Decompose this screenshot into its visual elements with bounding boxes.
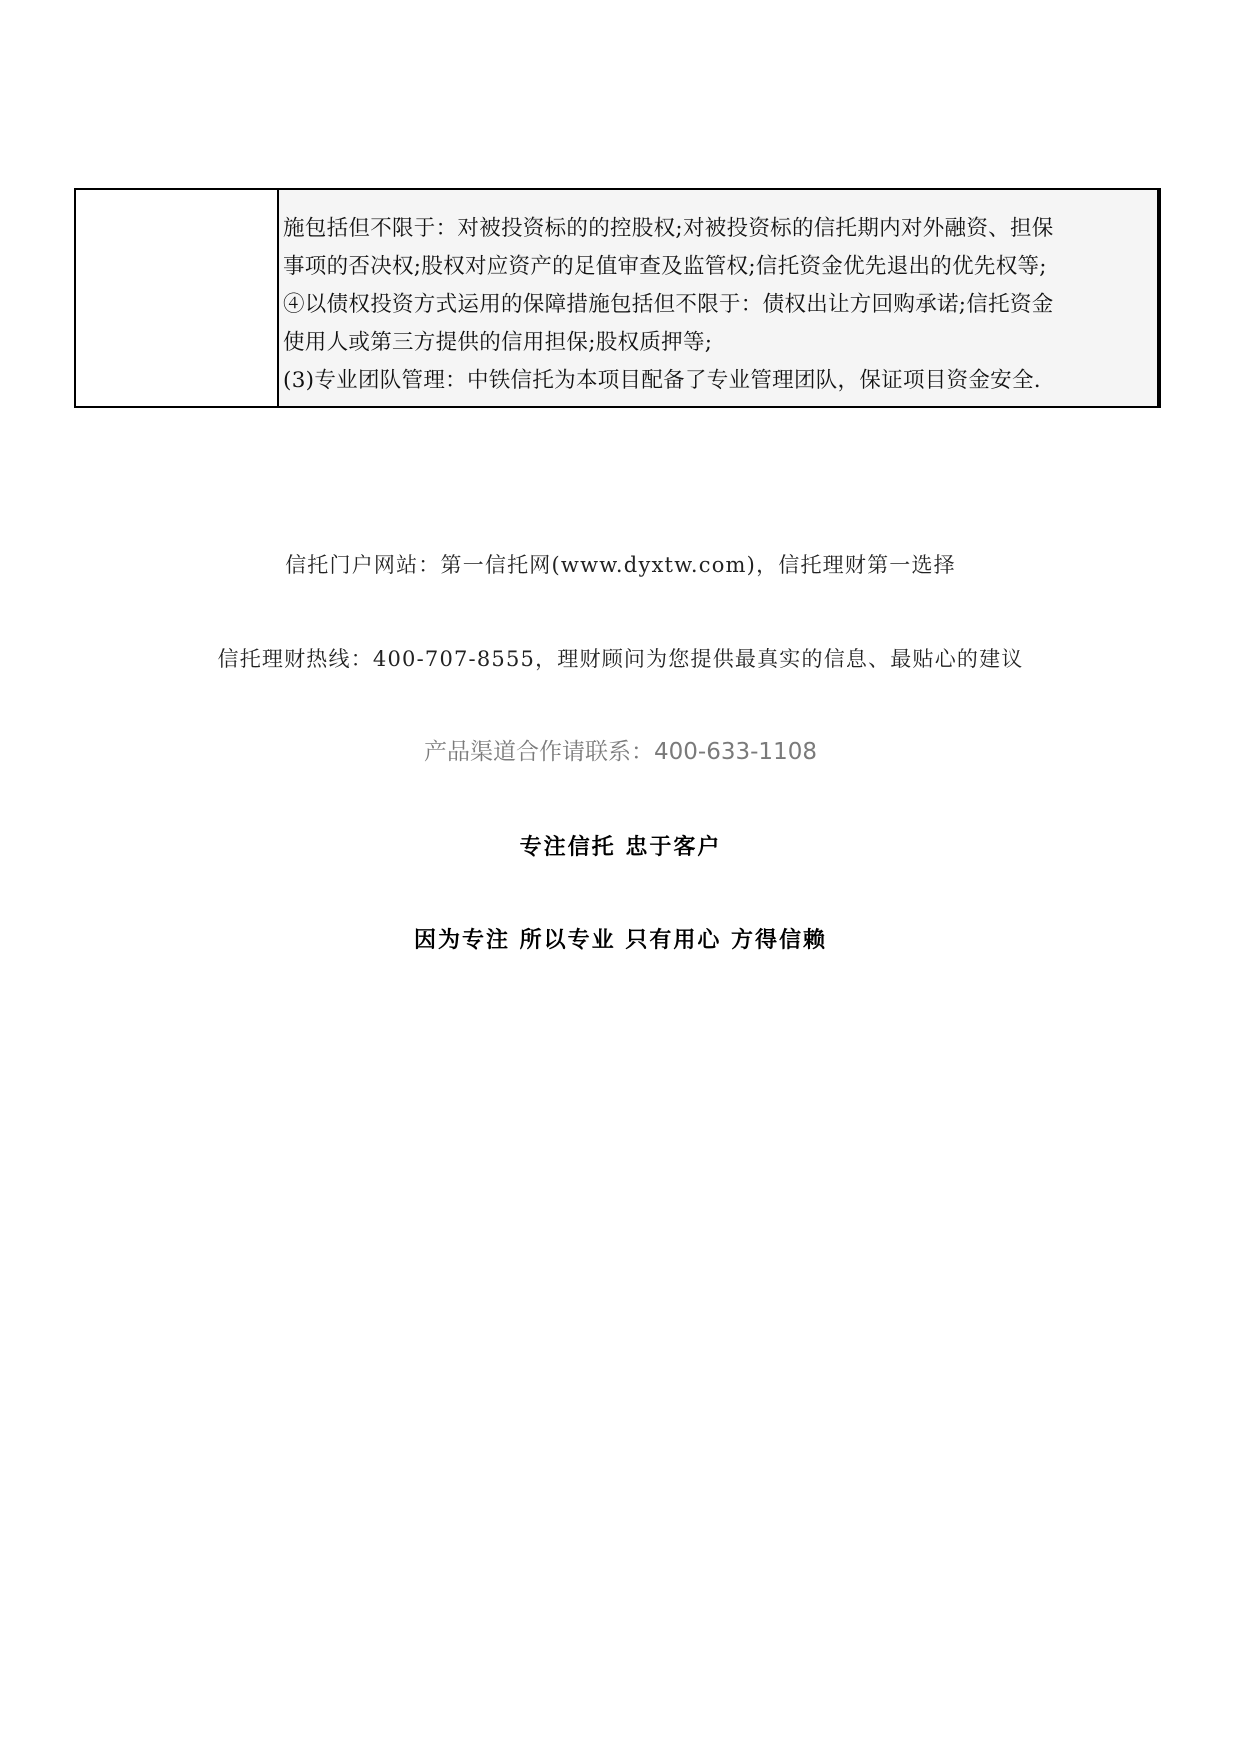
slogan-secondary: 因为专注 所以专业 只有用心 方得信赖 bbox=[414, 927, 827, 953]
table-text-line: ④以债权投资方式运用的保障措施包括但不限于：债权出让方回购承诺;信托资金 bbox=[283, 292, 1054, 317]
table-text-line: 施包括但不限于：对被投资标的的控股权;对被投资标的信托期内对外融资、担保 bbox=[283, 216, 1054, 241]
table-text-line: (3)专业团队管理：中铁信托为本项目配备了专业管理团队，保证项目资金安全. bbox=[283, 368, 1041, 393]
hotline-line: 信托理财热线：400-707-8555，理财顾问为您提供最真实的信息、最贴心的建议 bbox=[217, 647, 1024, 671]
table-text-line: 事项的否决权;股权对应资产的足值审查及监管权;信托资金优先退出的优先权等; bbox=[283, 254, 1047, 279]
channel-contact-line: 产品渠道合作请联系：400-633-1108 bbox=[424, 739, 817, 765]
table-left-cell bbox=[76, 190, 279, 406]
table-text-line: 使用人或第三方提供的信用担保;股权质押等; bbox=[283, 330, 713, 355]
content-table bbox=[74, 188, 1161, 408]
slogan-primary: 专注信托 忠于客户 bbox=[519, 834, 722, 860]
table-right-cell bbox=[279, 190, 1157, 406]
portal-website-line: 信托门户网站：第一信托网(www.dyxtw.com)，信托理财第一选择 bbox=[285, 553, 956, 577]
